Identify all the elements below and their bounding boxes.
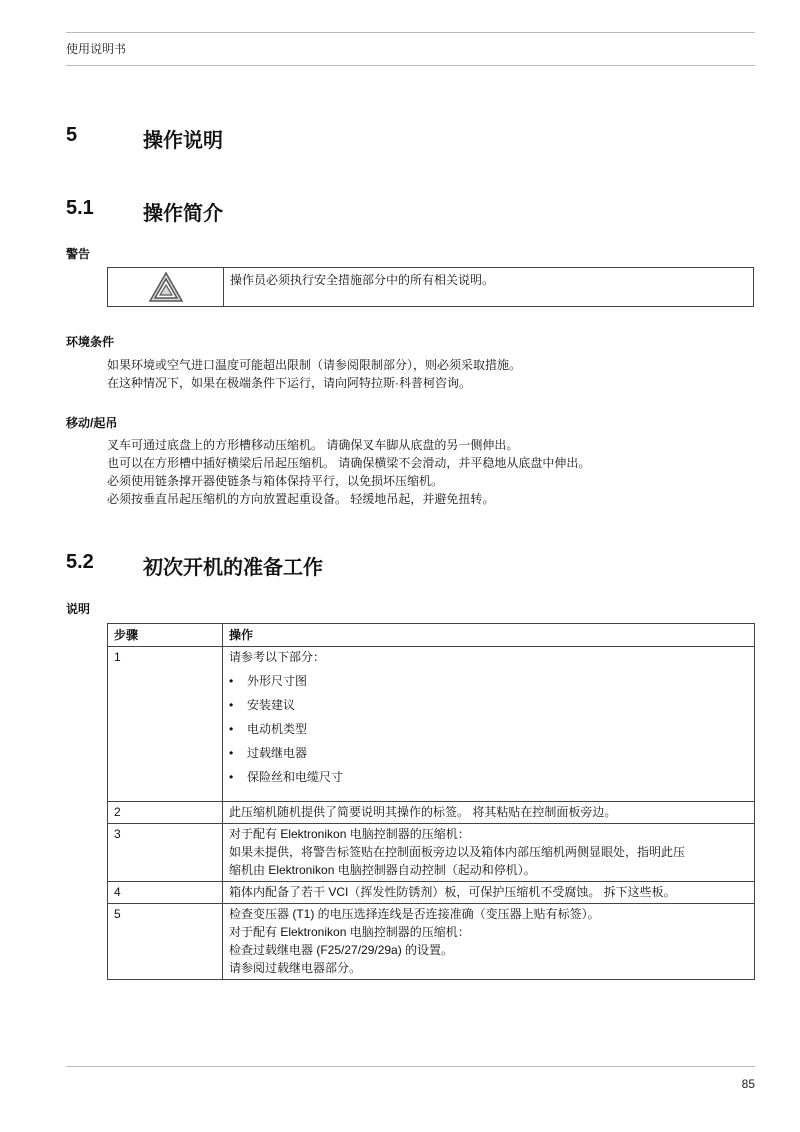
list-item-text: 安装建议 (247, 698, 296, 712)
section-number: 5.1 (66, 197, 94, 219)
step-intro: 请参考以下部分： (229, 650, 326, 664)
table-row (108, 904, 755, 980)
header-top-rule (66, 32, 755, 33)
step-number: 1 (108, 647, 223, 802)
instructions-table (107, 623, 755, 980)
action-line: 此压缩机随机提供了简要说明其操作的标签。 将其粘贴在控制面板旁边。 (229, 805, 617, 819)
table-row (108, 802, 755, 824)
step-action (223, 802, 755, 824)
action-line: 对于配有 Elektronikon 电脑控制器的压缩机： (229, 925, 470, 939)
paragraph-line: 叉车可通过底盘上的方形槽移动压缩机。 请确保叉车脚从底盘的另一侧伸出。 (107, 438, 519, 452)
list-item (229, 744, 748, 768)
step-number: 4 (108, 882, 223, 904)
paragraph-line: 在这种情况下，如果在极端条件下运行，请向阿特拉斯·科普柯咨询。 (107, 376, 471, 390)
warning-box (107, 267, 754, 307)
list-item-text: 电动机类型 (247, 722, 308, 736)
list-item (229, 696, 748, 720)
list-item (229, 672, 748, 696)
header-title: 使用说明书 (66, 42, 127, 56)
paragraph-line: 必须使用链条撑开器使链条与箱体保持平行，以免损坏压缩机。 (107, 474, 444, 488)
step-action (223, 647, 755, 802)
table-header-row (108, 624, 755, 647)
section-title: 操作简介 (143, 203, 223, 225)
list-item (229, 768, 748, 792)
list-item-text: 外形尺寸图 (247, 674, 308, 688)
environment-paragraph (107, 356, 521, 392)
section-number: 5.2 (66, 551, 94, 573)
step-action (223, 904, 755, 980)
bullet-list (229, 672, 748, 792)
section-title: 初次开机的准备工作 (143, 557, 323, 579)
step-number: 5 (108, 904, 223, 980)
footer-rule (66, 1066, 755, 1067)
action-line: 请参阅过载继电器部分。 (229, 961, 362, 975)
header-bottom-rule (66, 65, 755, 66)
instructions-heading: 说明 (66, 602, 91, 616)
warning-text: 操作员必须执行安全措施部分中的所有相关说明。 (230, 273, 495, 287)
table-row (108, 647, 755, 802)
section-number: 5 (66, 124, 78, 146)
action-line: 缩机由 Elektronikon 电脑控制器自动控制（起动和停机）。 (229, 863, 536, 877)
list-item-text: 保险丝和电缆尺寸 (247, 770, 344, 784)
column-header-step: 步骤 (108, 624, 223, 647)
warning-heading: 警告 (66, 247, 91, 261)
action-line: 检查变压器 (T1) 的电压选择连线是否连接准确（变压器上贴有标签）。 (229, 907, 600, 921)
list-item (229, 720, 748, 744)
step-action (223, 882, 755, 904)
step-number: 3 (108, 824, 223, 882)
column-header-action: 操作 (223, 624, 755, 647)
bullet-icon: • (229, 746, 234, 760)
list-item-text: 过载继电器 (247, 746, 308, 760)
section-title: 操作说明 (143, 130, 223, 152)
table-row (108, 882, 755, 904)
page-number: 85 (741, 1077, 755, 1091)
bullet-icon: • (229, 722, 234, 736)
step-action (223, 824, 755, 882)
paragraph-line: 也可以在方形槽中插好横梁后吊起压缩机。 请确保横梁不会滑动，并平稳地从底盘中伸出。 (107, 456, 591, 470)
action-line: 检查过载继电器 (F25/27/29/29a) 的设置。 (229, 943, 454, 957)
step-number: 2 (108, 802, 223, 824)
bullet-icon: • (229, 770, 234, 784)
paragraph-line: 如果环境或空气进口温度可能超出限制（请参阅限制部分），则必须采取措施。 (107, 358, 522, 372)
action-line: 如果未提供，将警告标签贴在控制面板旁边以及箱体内部压缩机两侧显眼处，指明此压 (229, 845, 686, 859)
paragraph-line: 必须按垂直吊起压缩机的方向放置起重设备。 轻缓地吊起，并避免扭转。 (107, 492, 495, 506)
moving-heading: 移动/起吊 (66, 416, 118, 430)
action-line: 箱体内配备了若干 VCI（挥发性防锈剂）板，可保护压缩机不受腐蚀。 拆下这些板。 (229, 885, 676, 899)
bullet-icon: • (229, 698, 234, 712)
environment-heading: 环境条件 (66, 335, 115, 349)
action-line: 对于配有 Elektronikon 电脑控制器的压缩机： (229, 827, 470, 841)
bullet-icon: • (229, 674, 234, 688)
warning-triangle-icon (149, 272, 183, 302)
warning-icon-cell (108, 268, 224, 306)
moving-paragraph (107, 436, 590, 508)
table-row (108, 824, 755, 882)
